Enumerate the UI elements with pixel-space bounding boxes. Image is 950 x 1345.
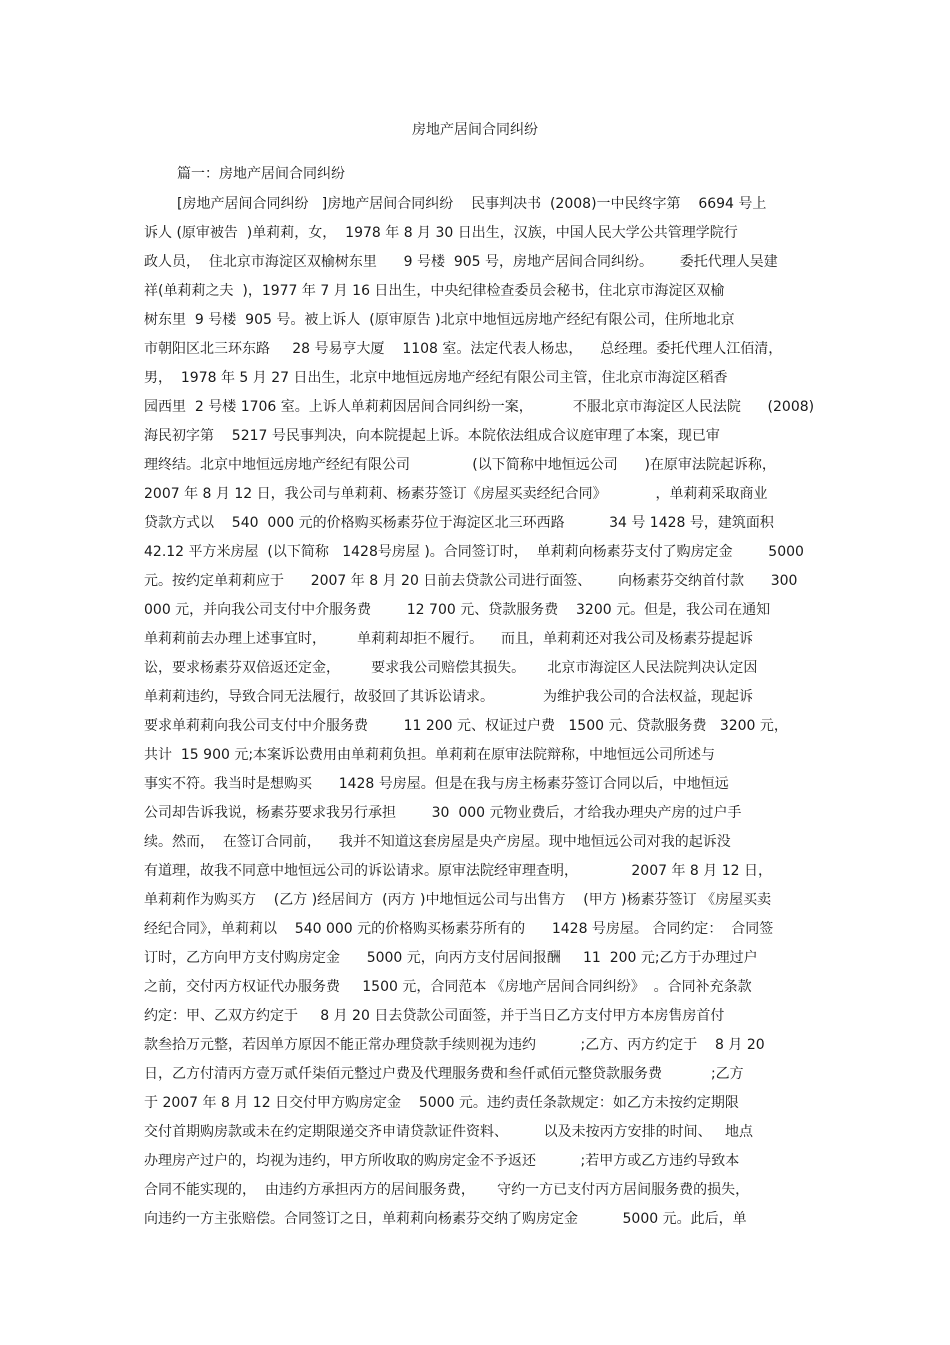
section-heading: 篇一：房地产居间合同纠纷 bbox=[177, 166, 345, 182]
body-line: 园西里 2 号楼 1706 室。上诉人单莉莉因居间合同纠纷一案， 不服北京市海淀区人民法院 (2008) bbox=[144, 399, 815, 415]
body-line: 日，乙方付清丙方壹万贰仟柒佰元整过户费及代理服务费和叁仟贰佰元整贷款服务费 ;乙方 bbox=[144, 1066, 744, 1082]
body-line: 海民初字第 5217 号民事判决，向本院提起上诉。本院依法组成合议庭审理了本案，现已审 bbox=[144, 428, 720, 444]
body-line: 之前，交付丙方权证代办服务费 1500 元，合同范本 《房地产居间合同纠纷》 。合同补充条款 bbox=[144, 979, 752, 995]
body-line: 男， 1978 年 5 月 27 日出生，北京中地恒远房地产经纪有限公司主管，住北京市海淀区稻香 bbox=[144, 370, 728, 386]
body-line: 合同不能实现的， 由违约方承担丙方的居间服务费， 守约一方已支付丙方居间服务费的损失， bbox=[144, 1182, 750, 1198]
body-line: 约定：甲、乙双方约定于 8 月 20 日去贷款公司面签，并于当日乙方支付甲方本房售房首付 bbox=[144, 1008, 725, 1024]
body-line: 订时，乙方向甲方支付购房定金 5000 元，向丙方支付居间报酬 11 200 元;乙方于办理过户 bbox=[144, 950, 758, 966]
body-line: 树东里 9 号楼 905 号。被上诉人 (原审原告 )北京中地恒远房地产经纪有限公司，住所地北京 bbox=[144, 312, 735, 328]
body-line: [房地产居间合同纠纷 ]房地产居间合同纠纷 民事判决书 (2008)一中民终字第 6694 号上 bbox=[177, 196, 767, 212]
body-text bbox=[144, 194, 824, 1238]
body-line: 诉人 (原审被告 )单莉莉，女， 1978 年 8 月 30 日出生，汉族，中国人民大学公共管理学院行 bbox=[144, 225, 738, 241]
body-line: 42.12 平方米房屋 (以下简称 1428号房屋 )。合同签订时， 单莉莉向杨素芬支付了购房定金 5000 bbox=[144, 544, 804, 560]
body-line: 有道理，故我不同意中地恒远公司的诉讼请求。原审法院经审理查明， 2007 年 8 月 12 日， bbox=[144, 863, 773, 879]
body-line: 元。按约定单莉莉应于 2007 年 8 月 20 日前去贷款公司进行面签、 向杨素芬交纳首付款 300 bbox=[144, 573, 798, 589]
body-line: 款叁拾万元整，若因单方原因不能正常办理贷款手续则视为违约 ;乙方、丙方约定于 8 月 20 bbox=[144, 1037, 765, 1053]
body-line: 共计 15 900 元;本案诉讼费用由单莉莉负担。单莉莉在原审法院辩称，中地恒远公司所述与 bbox=[144, 747, 716, 763]
body-line: 办理房产过户的，均视为违约，甲方所收取的购房定金不予返还 ;若甲方或乙方违约导致本 bbox=[144, 1153, 740, 1169]
body-line: 政人员， 住北京市海淀区双榆树东里 9 号楼 905 号，房地产居间合同纠纷。 委托代理人吴建 bbox=[144, 254, 778, 270]
body-line: 向违约一方主张赔偿。合同签订之日，单莉莉向杨素芬交纳了购房定金 5000 元。此后，单 bbox=[144, 1211, 747, 1227]
body-line: 于 2007 年 8 月 12 日交付甲方购房定金 5000 元。违约责任条款规定：如乙方未按约定期限 bbox=[144, 1095, 739, 1111]
body-line: 经纪合同》，单莉莉以 540 000 元的价格购买杨素芬所有的 1428 号房屋。 合同约定： 合同签 bbox=[144, 921, 774, 937]
body-line: 单莉莉前去办理上述事宜时， 单莉莉却拒不履行。 而且，单莉莉还对我公司及杨素芬提起诉 bbox=[144, 631, 753, 647]
body-line: 000 元，并向我公司支付中介服务费 12 700 元、贷款服务费 3200 元。但是，我公司在通知 bbox=[144, 602, 771, 618]
body-line: 事实不符。我当时是想购买 1428 号房屋。但是在我与房主杨素芬签订合同以后，中地恒远 bbox=[144, 776, 729, 792]
body-line: 讼，要求杨素芬双倍返还定金， 要求我公司赔偿其损失。 北京市海淀区人民法院判决认定因 bbox=[144, 660, 758, 676]
body-line: 2007 年 8 月 12 日，我公司与单莉莉、杨素芬签订《房屋买卖经纪合同》 ，单莉莉采取商业 bbox=[144, 486, 768, 502]
body-line: 单莉莉违约，导致合同无法履行，故驳回了其诉讼请求。 为维护我公司的合法权益，现起诉 bbox=[144, 689, 753, 705]
document-title: 房地产居间合同纠纷 bbox=[412, 122, 538, 138]
body-line: 理终结。北京中地恒远房地产经纪有限公司 (以下简称中地恒远公司 )在原审法院起诉称， bbox=[144, 457, 776, 473]
body-line: 祥(单莉莉之夫 )，1977 年 7 月 16 日出生，中央纪律检查委员会秘书，住北京市海淀区双榆 bbox=[144, 283, 725, 299]
body-line: 交付首期购房款或未在约定期限递交齐申请贷款证件资料、 以及未按丙方安排的时间、 地点 bbox=[144, 1124, 753, 1140]
body-line: 续。然而， 在签订合同前， 我并不知道这套房屋是央产房屋。现中地恒远公司对我的起诉没 bbox=[144, 834, 731, 850]
body-line: 市朝阳区北三环东路 28 号易亨大厦 1108 室。法定代表人杨忠， 总经理。委托代理人江佰清， bbox=[144, 341, 783, 357]
body-line: 单莉莉作为购买方 (乙方 )经居间方 (丙方 )中地恒远公司与出售方 (甲方 )杨素芬签订 《房屋买卖 bbox=[144, 892, 772, 908]
body-line: 贷款方式以 540 000 元的价格购买杨素芬位于海淀区北三环西路 34 号 1428 号，建筑面积 bbox=[144, 515, 774, 531]
body-line: 公司却告诉我说，杨素芬要求我另行承担 30 000 元物业费后，才给我办理央产房的过户手 bbox=[144, 805, 742, 821]
body-line: 要求单莉莉向我公司支付中介服务费 11 200 元、权证过户费 1500 元、贷款服务费 3200 元， bbox=[144, 718, 788, 734]
